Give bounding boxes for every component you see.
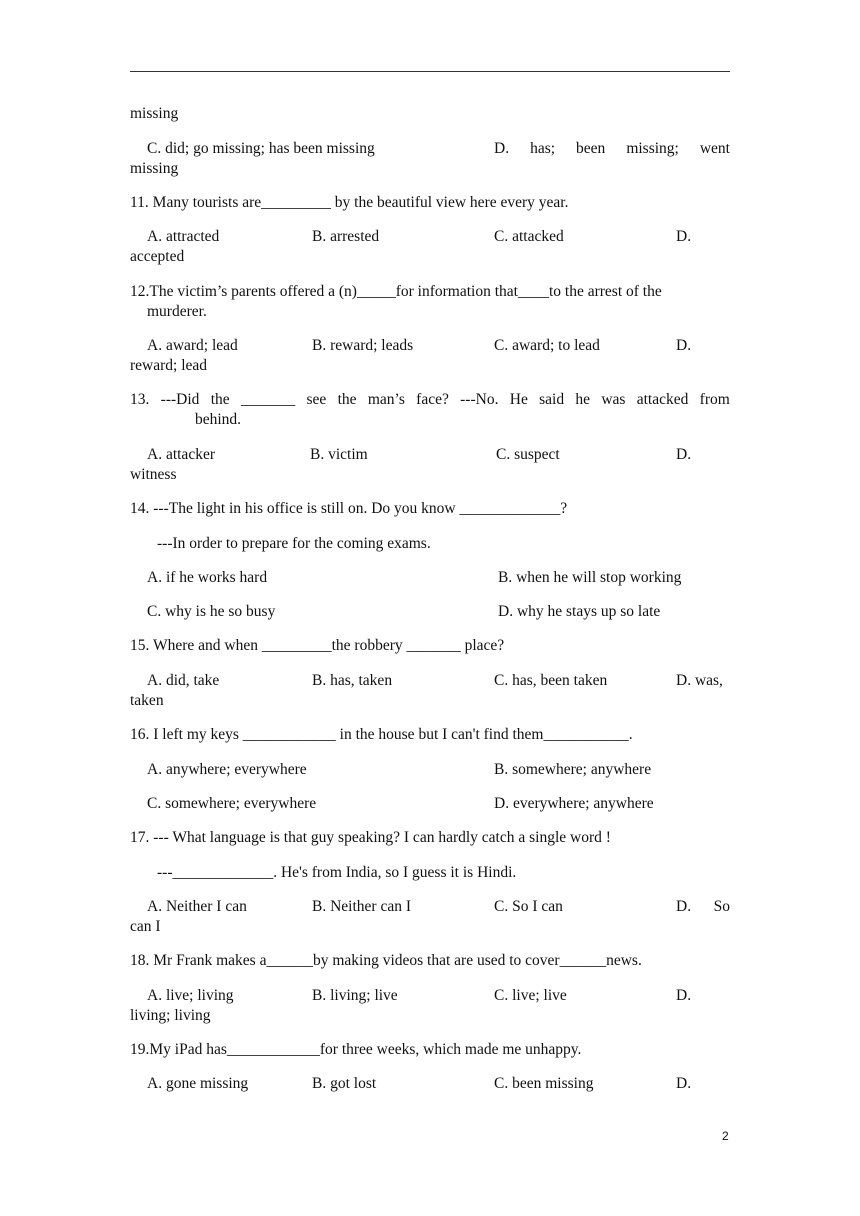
q13-option-d-continuation: witness [130, 466, 177, 483]
q12-option-b: B. reward; leads [312, 337, 414, 354]
q15-option-b: B. has, taken [312, 672, 393, 689]
q18-option-d-continuation: living; living [130, 1007, 211, 1024]
q19-option-b: B. got lost [312, 1075, 377, 1092]
q12-option-a: A. award; lead [147, 337, 238, 354]
q10-option-c: C. did; go missing; has been missing [147, 140, 375, 157]
q15-option-d: D. was, [676, 672, 723, 689]
q19-option-d: D. [676, 1075, 692, 1092]
header-rule [130, 71, 730, 72]
q14-option-a: A. if he works hard [147, 569, 268, 586]
q17-option-a: A. Neither I can [147, 898, 247, 915]
q18-option-b: B. living; live [312, 987, 398, 1004]
q12-option-d: D. [676, 337, 692, 354]
q15-option-a: A. did, take [147, 672, 220, 689]
q16-option-d: D. everywhere; anywhere [494, 795, 654, 812]
q17-option-d: D. So [676, 898, 730, 915]
q12-option-d-continuation: reward; lead [130, 357, 208, 374]
q17-option-d-continuation: can I [130, 918, 161, 935]
q12-stem: 12.The victim’s parents offered a (n)_____for information that____to the arrest of the [130, 283, 662, 300]
q13-option-d: D. [676, 446, 692, 463]
q18-option-d: D. [676, 987, 692, 1004]
q19-stem: 19.My iPad has____________for three weeks, which made me unhappy. [130, 1041, 582, 1058]
q11-option-d-continuation: accepted [130, 248, 185, 265]
q16-option-a: A. anywhere; everywhere [147, 761, 307, 778]
q14-option-c: C. why is he so busy [147, 603, 276, 620]
q18-option-a: A. live; living [147, 987, 234, 1004]
q13-option-c: C. suspect [496, 446, 560, 463]
q15-option-c: C. has, been taken [494, 672, 608, 689]
q15-stem: 15. Where and when _________the robbery _______ place? [130, 637, 505, 654]
q12-option-c: C. award; to lead [494, 337, 600, 354]
q13-option-b: B. victim [310, 446, 368, 463]
page-number: 2 [722, 1129, 729, 1143]
q10-continuation: missing [130, 105, 179, 122]
q14-reply: ---In order to prepare for the coming exams. [157, 535, 431, 552]
q11-option-b: B. arrested [312, 228, 380, 245]
q13-option-a: A. attacker [147, 446, 215, 463]
q13-stem: 13. ---Did the _______ see the man’s face? ---No. He said he was attacked from [130, 391, 730, 408]
q11-option-a: A. attracted [147, 228, 220, 245]
q14-stem: 14. ---The light in his office is still on. Do you know _____________? [130, 500, 568, 517]
q19-option-c: C. been missing [494, 1075, 594, 1092]
q11-stem: 11. Many tourists are_________ by the beautiful view here every year. [130, 194, 569, 211]
q11-option-c: C. attacked [494, 228, 564, 245]
q14-option-d: D. why he stays up so late [498, 603, 661, 620]
q13-stem-continuation: behind. [195, 411, 242, 428]
q11-option-d: D. [676, 228, 692, 245]
q18-stem: 18. Mr Frank makes a______by making videos that are used to cover______news. [130, 952, 642, 969]
q17-option-c: C. So I can [494, 898, 563, 915]
q16-option-c: C. somewhere; everywhere [147, 795, 317, 812]
q15-option-d-continuation: taken [130, 692, 164, 709]
q14-option-b: B. when he will stop working [498, 569, 682, 586]
q17-option-b: B. Neither can I [312, 898, 411, 915]
q17-stem: 17. --- What language is that guy speaking? I can hardly catch a single word ! [130, 829, 611, 846]
q10-option-d: D. has; been missing; went [494, 140, 730, 157]
q16-stem: 16. I left my keys ____________ in the house but I can't find them___________. [130, 726, 633, 743]
q17-reply: ---_____________. He's from India, so I guess it is Hindi. [157, 864, 517, 881]
q16-option-b: B. somewhere; anywhere [494, 761, 652, 778]
q18-option-c: C. live; live [494, 987, 567, 1004]
q10-option-d-continuation: missing [130, 160, 179, 177]
q19-option-a: A. gone missing [147, 1075, 249, 1092]
q12-stem-continuation: murderer. [147, 303, 207, 320]
